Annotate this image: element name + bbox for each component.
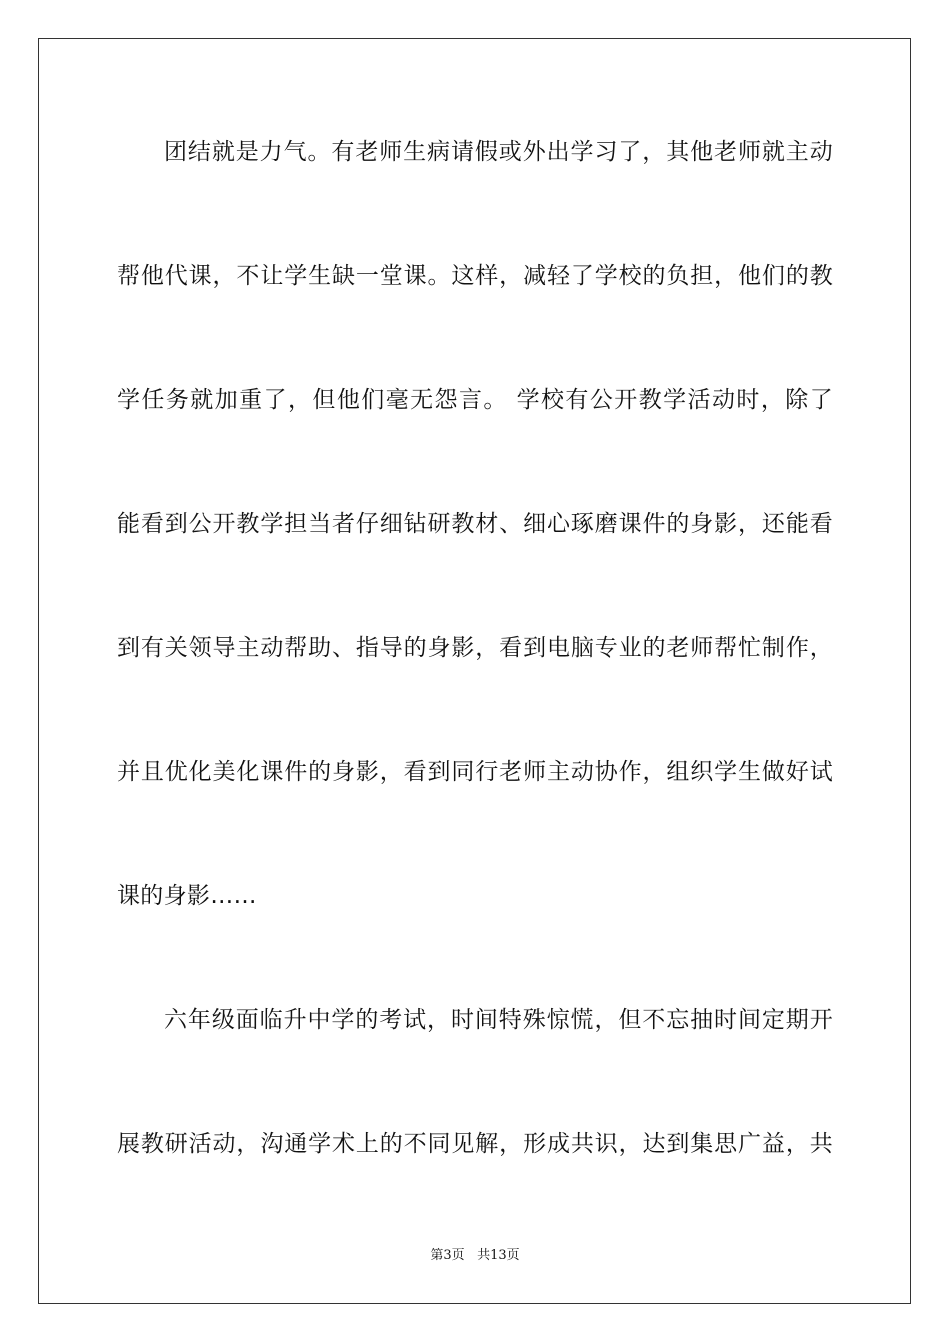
page-border xyxy=(38,38,911,1304)
paragraph-line-8: 六年级面临升中学的考试，时间特殊惊慌，但不忘抽时间定期开 xyxy=(164,1007,833,1033)
page-number: 第3页 xyxy=(430,1248,465,1263)
paragraph-line-6: 并且优化美化课件的身影，看到同行老师主动协作，组织学生做好试 xyxy=(117,759,833,785)
paragraph-line-2: 帮他代课，不让学生缺一堂课。这样，减轻了学校的负担，他们的教 xyxy=(117,263,833,289)
page-footer xyxy=(0,1247,950,1265)
paragraph-line-7: 课的身影…… xyxy=(117,883,257,909)
paragraph-line-9: 展教研活动，沟通学术上的不同见解，形成共识，达到集思广益，共 xyxy=(117,1131,833,1157)
total-pages: 共13页 xyxy=(477,1248,520,1263)
paragraph-line-3: 学任务就加重了，但他们毫无怨言。 学校有公开教学活动时，除了 xyxy=(117,387,833,413)
paragraph-line-1: 团结就是力气。有老师生病请假或外出学习了，其他老师就主动 xyxy=(164,139,833,165)
paragraph-line-4: 能看到公开教学担当者仔细钻研教材、细心琢磨课件的身影，还能看 xyxy=(117,511,833,537)
paragraph-line-5: 到有关领导主动帮助、指导的身影，看到电脑专业的老师帮忙制作， xyxy=(117,635,833,661)
